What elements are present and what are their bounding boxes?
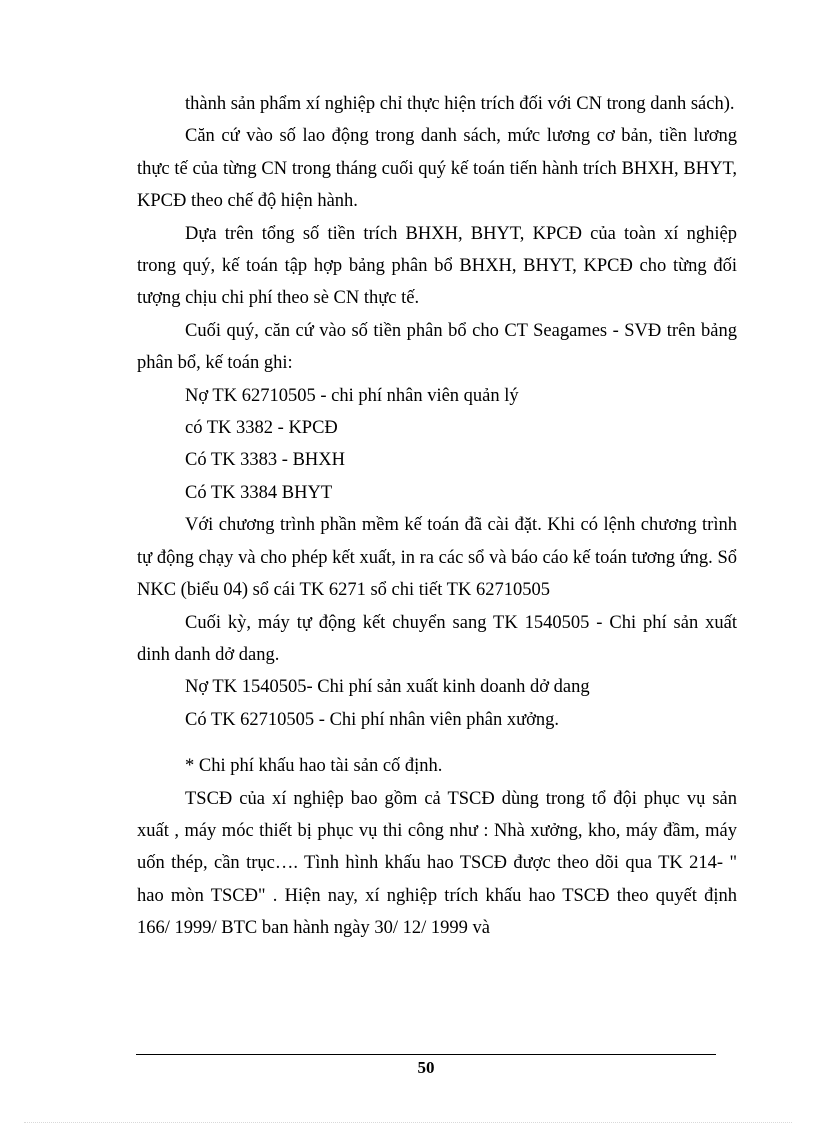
paragraph: TSCĐ của xí nghiệp bao gồm cả TSCĐ dùng trong tổ đội phục vụ sản xuất , máy móc thiết bị phục vụ thi công như : Nhà xưởng, kho, máy đầm, máy uốn thép, cần trục…. Tình hình khấu hao TSCĐ được theo dõi qua TK 214- " hao mòn TSCĐ" . Hiện nay, xí nghiệp trích khấu hao TSCĐ theo quyết định 166/ 1999/ BTC ban hành ngày 30/ 12/ 1999 và — [137, 788, 737, 939]
page-number: 50 — [417, 1058, 435, 1077]
paragraph: Căn cứ vào số lao động trong danh sách, mức lương cơ bản, tiền lương thực tế của từng CN trong tháng cuối quý kế toán tiến hành trích BHXH, BHYT, KPCĐ theo chế độ hiện hành. — [137, 126, 737, 212]
journal-entry-line: Nợ TK 1540505- Chi phí sản xuất kinh doanh dở dang — [185, 677, 590, 698]
section-heading: * Chi phí khấu hao tài sản cố định. — [185, 756, 443, 777]
journal-entry-line: Có TK 3384 BHYT — [185, 482, 333, 503]
paragraph: Cuối quý, căn cứ vào số tiền phân bổ cho CT Seagames - SVĐ trên bảng phân bổ, kế toán ghi: — [137, 320, 737, 374]
paragraph: Cuối kỳ, máy tự động kết chuyển sang TK 1540505 - Chi phí sản xuất dinh danh dở dang. — [137, 612, 737, 665]
paragraph: thành sản phẩm xí nghiệp chỉ thực hiện trích đối với CN trong danh sách). — [185, 94, 735, 114]
paragraph: Dựa trên tổng số tiền trích BHXH, BHYT, KPCĐ của toàn xí nghiệp trong quý, kế toán tập hợp bảng phân bổ BHXH, BHYT, KPCĐ cho từng đối tượng chịu chi phí theo sè CN thực tế. — [137, 223, 737, 309]
journal-entry-line: Nợ TK 62710505 - chi phí nhân viên quản lý — [185, 385, 519, 406]
journal-entry-line: Có TK 62710505 - Chi phí nhân viên phân xưởng. — [185, 709, 560, 730]
body-text — [137, 88, 737, 945]
paragraph: Với chương trình phần mềm kế toán đã cài đặt. Khi có lệnh chương trình tự động chạy và cho phép kết xuất, in ra các sổ và báo cáo kế toán tương ứng. Sổ NKC (biểu 04) sổ cái TK 6271 sổ chi tiết TK 62710505 — [137, 515, 737, 601]
paragraph-spacer — [137, 736, 737, 750]
journal-entry-line: Có TK 3383 - BHXH — [185, 450, 345, 471]
journal-entry-line: có TK 3382 - KPCĐ — [185, 418, 338, 439]
footer-rule — [136, 1054, 716, 1055]
